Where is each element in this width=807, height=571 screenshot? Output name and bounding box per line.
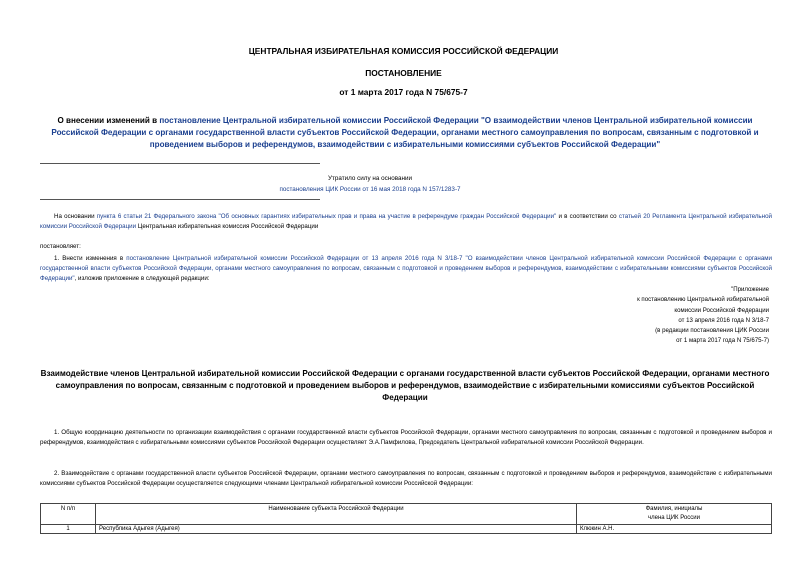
subject-prefix: О внесении изменений в [57, 116, 160, 125]
row-subject: Республика Адыгея (Адыгея) [96, 525, 577, 534]
table-header-row [41, 504, 772, 525]
repeal-note-link[interactable]: постановления ЦИК России от 16 мая 2018 года N 157/1283-7 [279, 186, 461, 193]
appendix-line-3: комиссии Российской Федерации [674, 306, 769, 314]
basis-text-2: и в соответствии со [556, 213, 619, 220]
header-member-line2: члена ЦИК России [648, 515, 700, 521]
section-title: Взаимодействие членов Центральной избирательной комиссии Российской Федерации с органами государственной власти субъектов Российской Федерации, органами местного самоуправления по вопросам, связанным с подготовкой и проведением выборов и референдумов, взаимодействие с избирательными комиссиями субъектов Российской Федерации [40, 369, 770, 402]
appendix-line-4: от 13 апреля 2016 года N 3/18-7 [678, 316, 769, 324]
document-type: ПОСТАНОВЛЕНИЕ [365, 68, 442, 78]
table-row [41, 525, 772, 534]
header-subject: Наименование субъекта Российской Федерации [96, 504, 577, 525]
members-table [40, 503, 772, 534]
repeal-note-line1: Утратило силу на основании [327, 175, 413, 182]
header-number: N п/п [41, 504, 96, 525]
row-number: 1 [41, 525, 96, 534]
basis-paragraph [40, 212, 772, 232]
subject-link[interactable]: постановление Центральной избирательной комиссии Российской Федерации "О взаимодействии членов Центральной избирательной комиссии Российской Федерации с органами государственной власти субъектов Российской Федерации, органами местного самоуправления по вопросам, связанным с подготовкой и проведением выборов и референдумов, взаимодействии с избирательными комиссиями субъектов Российской Федерации" [51, 116, 759, 149]
basis-link-reglament[interactable]: статьей 20 Регламента Центральной избирательной комиссии Российской Федерации [40, 213, 772, 230]
basis-link-law[interactable]: пункта 6 статьи 21 Федерального закона "Об основных гарантиях избирательных прав и права на участие в референдуме граждан Российской Федерации" [96, 213, 557, 220]
row-member: Клюкин А.Н. [577, 525, 772, 534]
paragraph-1: 1. Общую координацию деятельности по организации взаимодействия с органами государственной власти субъектов Российской Федерации, органами местного самоуправления по вопросам, связанным с подготовкой и проведением выборов и референдумов, взаимодействия с избирательными комиссиями субъектов Российской Федерации осуществляет Э.А.Памфилова, Председатель Центральной избирательной комиссии Российской Федерации. [40, 429, 772, 446]
appendix-line-1: "Приложение [731, 286, 769, 293]
document-date: от 1 марта 2017 года N 75/675-7 [339, 87, 468, 97]
header-member-line1: Фамилия, инициалы [645, 506, 703, 512]
appendix-line-5: (в редакции постановления ЦИК России [655, 327, 769, 335]
repeal-note [170, 173, 570, 195]
divider-top [40, 163, 320, 164]
divider-bottom [40, 199, 320, 200]
basis-text-1: На основании [54, 213, 97, 220]
issuing-authority: ЦЕНТРАЛЬНАЯ ИЗБИРАТЕЛЬНАЯ КОМИССИЯ РОССИЙСКОЙ ФЕДЕРАЦИИ [248, 46, 559, 56]
resolves-label: постановляет: [40, 243, 81, 250]
basis-text-3: Центральная избирательная комиссия Российской Федерации [136, 223, 319, 230]
document-subject [40, 115, 770, 151]
item-1-link[interactable]: постановление Центральной избирательной комиссии Российской Федерации от 13 апреля 2016 года N 3/18-7 "О взаимодействии членов Центральной избирательной комиссии Российской Федерации с органами государственной власти субъектов Российской Федерации, органами местного самоуправления по вопросам, связанным с подготовкой и проведением выборов и референдумов, взаимодействии с избирательными комиссиями субъектов Российской Федерации" [40, 255, 772, 282]
paragraph-2: 2. Взаимодействие с органами государственной власти субъектов Российской Федерации, органами местного самоуправления по вопросам, связанным с подготовкой и проведением выборов и референдумов, взаимодействие с избирательными комиссиями субъектов Российской Федерации осуществляется следующими членами Центральной избирательной комиссии Российской Федерации: [40, 470, 772, 487]
header-member [577, 504, 772, 525]
item-1-text-2: , изложив приложение в следующей редакции: [74, 275, 210, 282]
item-1-text-1: 1. Внести изменения в [54, 255, 127, 262]
appendix-line-6: от 1 марта 2017 года N 75/675-7) [676, 337, 769, 345]
appendix-line-2: к постановлению Центральной избирательной [637, 296, 769, 304]
item-1-paragraph [40, 254, 772, 284]
appendix-header [509, 285, 769, 347]
